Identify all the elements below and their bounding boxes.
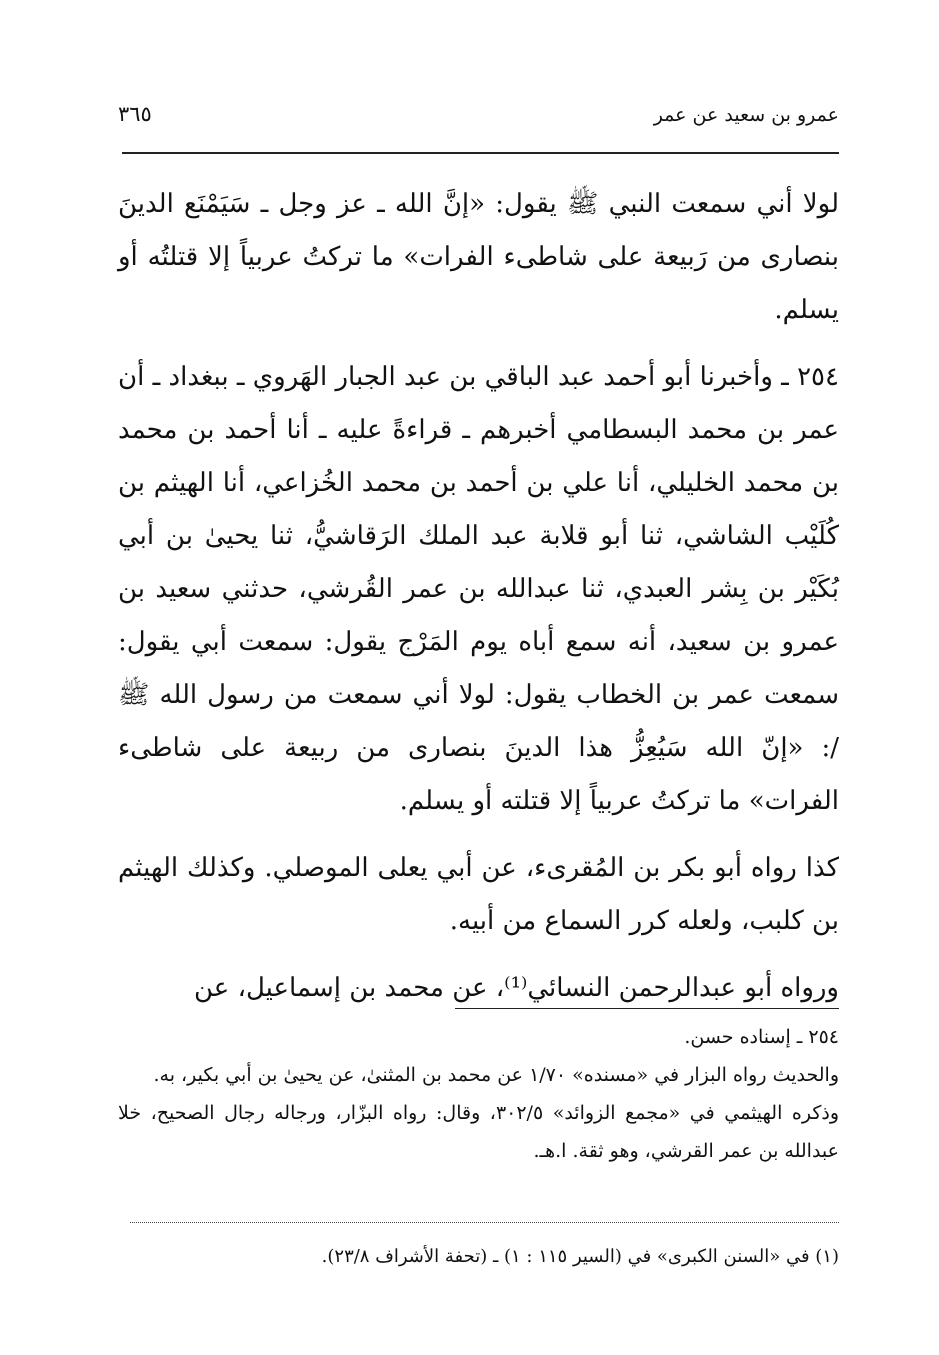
running-title: عمرو بن سعيد عن عمر: [653, 104, 839, 126]
footnote-separator: [455, 1008, 839, 1009]
note-line-3: وذكره الهيثمي في «مجمع الزوائد» ٣٠٢/٥، وقال: رواه البزّار، ورجاله رجال الصحيح، خلا عبدالله بن عمر القرشي، وهو ثقة. ا.هـ.: [118, 1102, 840, 1162]
header-rule: [122, 152, 839, 154]
dotted-separator: [130, 1222, 839, 1223]
footnote: (١) في «السنن الكبرى» في (السير ١١٥ : ١) ـ (تحفة الأشراف ٢٣/٨).: [321, 1246, 839, 1267]
paragraph-3: كذا رواه أبو بكر بن المُقرىء، عن أبي يعلى الموصلي. وكذلك الهيثم بن كلبب، ولعله كرر السماع من أبيه.: [118, 853, 839, 936]
hadith-notes: [118, 1018, 839, 1170]
paragraph-2: ٢٥٤ ـ وأخبرنا أبو أحمد عبد الباقي بن عبد الجبار الهَروي ـ ببغداد ـ أن عمر بن محمد البسطامي أخبرهم ـ قراءةً عليه ـ أنا أحمد بن محمد بن محمد الخليلي، أنا علي بن أحمد بن محمد الخُزاعي، أنا الهيثم بن كُلَيْب الشاشي، ثنا أبو قلابة عبد الملك الرَقاشيُّ، ثنا يحيىٰ بن أبي بُكَيْر بن بِشر العبدي، ثنا عبدالله بن عمر القُرشي، حدثني سعيد بن عمرو بن سعيد، أنه سمع أباه يوم المَرْج يقول: سمعت أبي يقول: سمعت عمر بن الخطاب يقول: لولا أني سمعت من رسول الله ﷺ /: «إنّ الله سَيُعِزُّ هذا الدينَ بنصارى من ربيعة على شاطىء الفرات» ما تركتُ عربياً إلا قتلته أو يسلم.: [118, 362, 839, 816]
note-line-2: والحديث رواه البزار في «مسنده» ١/٧٠ عن محمد بن المثنىٰ، عن يحيىٰ بن أبي بكير، به.: [153, 1064, 839, 1086]
note-line-1: ٢٥٤ ـ إسناده حسن.: [684, 1026, 839, 1048]
page-number: ٣٦٥: [118, 102, 152, 126]
paragraph-4: ورواه أبو عبدالرحمن النسائي⁽¹⁾، عن محمد بن إسماعيل، عن: [194, 973, 839, 1003]
page-header: [118, 100, 839, 140]
paragraph-1: لولا أني سمعت النبي ﷺ يقول: «إنَّ الله ـ عز وجل ـ سَيَمْنَع الدينَ بنصارى من رَبيعة على شاطىء الفرات» ما تركتُ عربياً إلا قتلتُه أو يسلم.: [118, 189, 839, 325]
main-text: [118, 178, 839, 1015]
